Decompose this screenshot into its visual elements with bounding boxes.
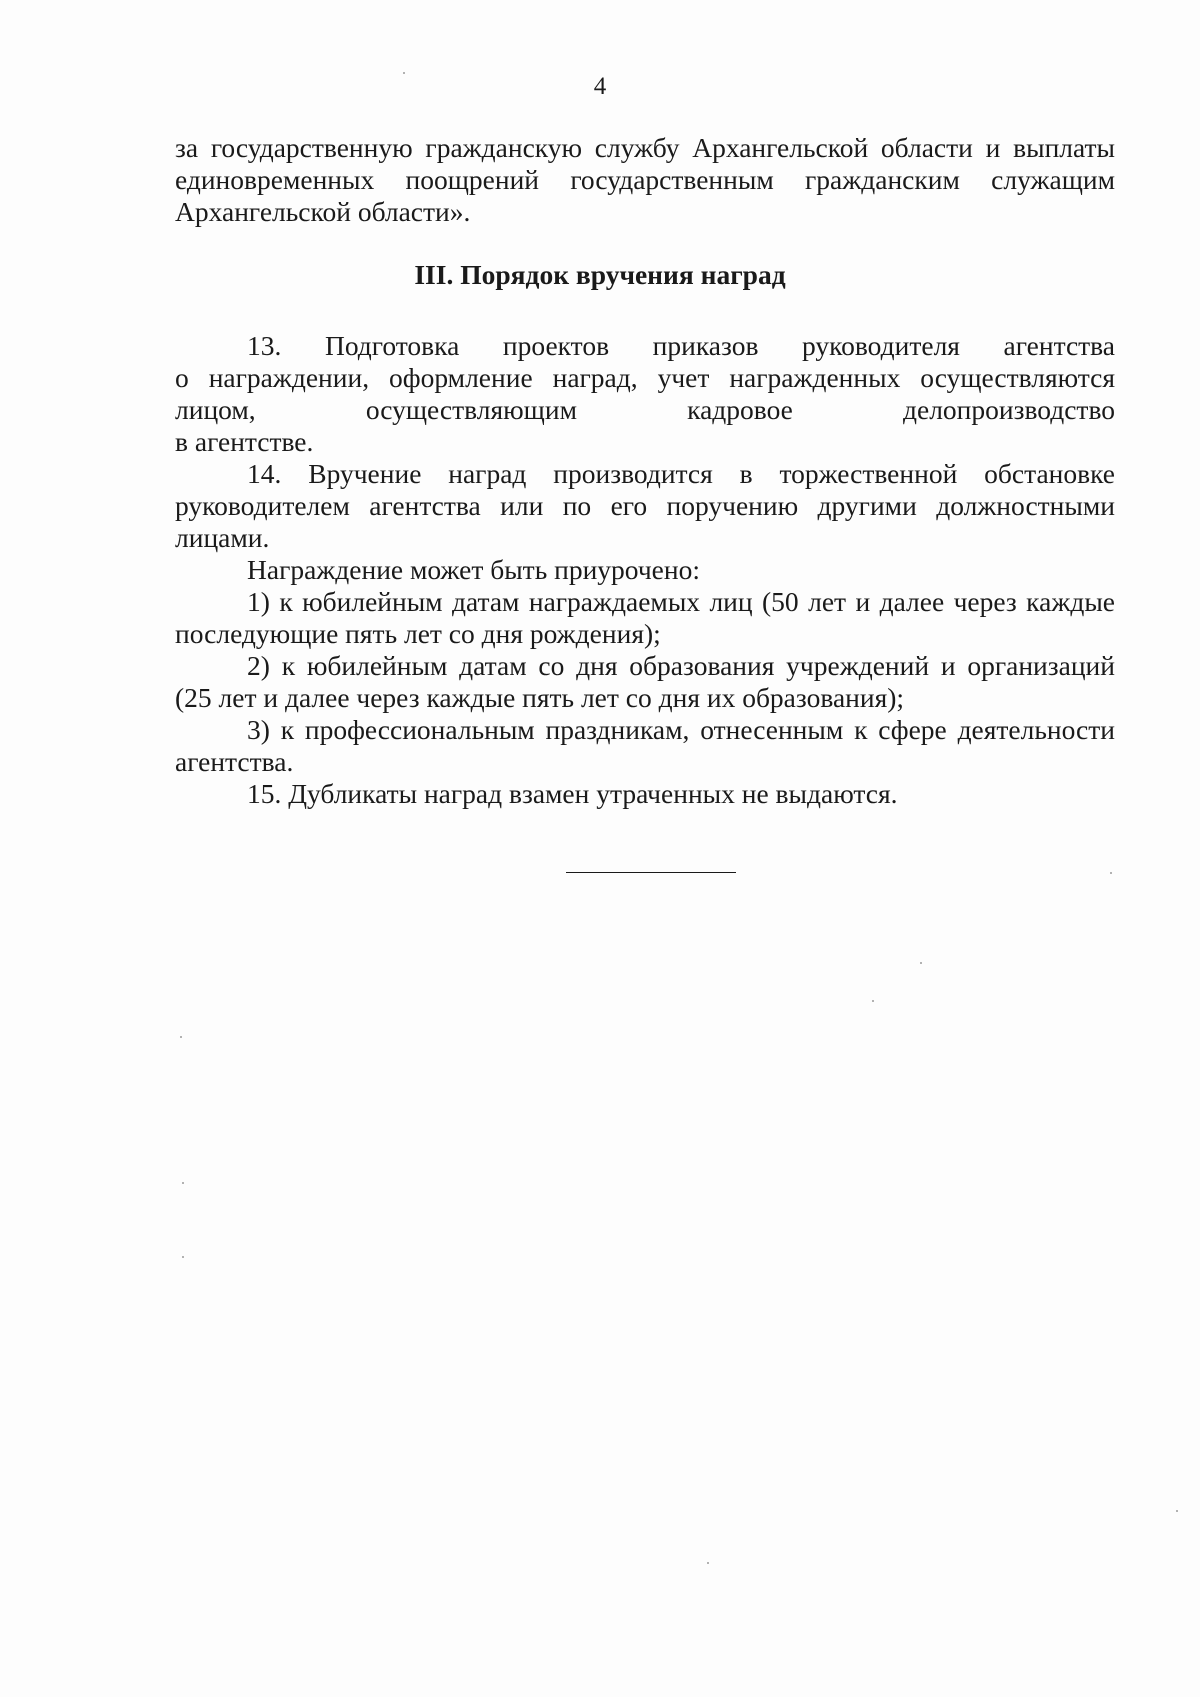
award-timing-intro: Награждение может быть приурочено: [247,554,700,585]
list-item-line: 1) к юбилейным датам награждаемых лиц (50 лет и далее через каждые [247,586,1115,617]
intro-paragraph [175,132,1115,228]
list-item-line: агентства. [175,746,294,777]
intro-line: Архангельской области». [175,196,471,227]
award-timing-item-3 [175,714,1115,778]
closing-rule [566,872,736,873]
list-item-line: (25 лет и далее через каждые пять лет со дня их образования); [175,682,905,713]
list-item-line: последующие пять лет со дня рождения); [175,618,661,649]
list-item-line: 2) к юбилейным датам со дня образования учреждений и организаций [247,650,1115,681]
paragraph-line: руководителем агентства или по его поручению другими должностными [175,490,1115,521]
paragraph-13 [175,330,1115,458]
paragraph-line: лицами. [175,522,270,553]
scan-speck [872,1000,874,1002]
award-timing-item-2 [175,650,1115,714]
scan-speck [707,1562,709,1564]
scan-speck [182,1182,184,1184]
paragraph-line: о награждении, оформление наград, учет награжденных осуществляются [175,362,1115,393]
section-heading: III. Порядок вручения наград [414,259,786,290]
paragraph-line: в агентстве. [175,426,314,457]
list-item-line: 3) к профессиональным праздникам, отнесенным к сфере деятельности [247,714,1115,745]
award-timing-section [175,554,1115,810]
paragraph-line: 14. Вручение наград производится в торжественной обстановке [247,458,1115,489]
scan-speck [1176,1510,1178,1512]
page-number: 4 [593,73,607,100]
scan-speck [1110,872,1112,874]
scan-speck [920,962,922,964]
paragraph-line: лицом, осуществляющим кадровое делопроизводство [175,394,1115,425]
paragraph-14 [175,458,1115,554]
intro-line: за государственную гражданскую службу Архангельской области и выплаты [175,132,1115,163]
scan-speck [403,72,405,74]
intro-line: единовременных поощрений государственным гражданским служащим [175,164,1115,195]
award-timing-item-1 [175,586,1115,650]
paragraph-15: 15. Дубликаты наград взамен утраченных не выдаются. [247,778,898,809]
paragraph-line: 13. Подготовка проектов приказов руководителя агентства [247,330,1115,361]
scan-speck [180,1036,182,1038]
scan-speck [182,1256,184,1258]
